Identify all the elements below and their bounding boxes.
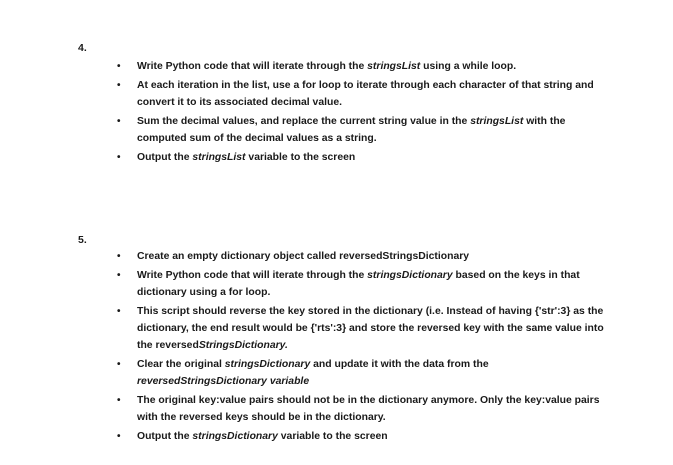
list-item bbox=[0, 356, 673, 390]
text-segment: and update it with the data from the bbox=[310, 359, 489, 370]
bullet-icon: • bbox=[117, 306, 121, 317]
question-5-list bbox=[0, 248, 673, 447]
text-segment: This script should reverse the key stored in the dictionary (i.e. Instead of having {'str':3} as the dictionary, the end result would be {'rts':3} and store the reversed key with the same value into the reversed bbox=[137, 306, 604, 351]
list-item bbox=[0, 428, 673, 445]
text-segment: Sum the decimal values, and replace the current string value in the bbox=[137, 116, 471, 127]
text-segment: Output the bbox=[137, 152, 193, 163]
list-item bbox=[0, 113, 673, 147]
bullet-icon: • bbox=[117, 61, 121, 72]
text-segment: based on the keys in that dictionary using a for loop. bbox=[137, 270, 580, 298]
bullet-icon: • bbox=[117, 270, 121, 281]
list-item bbox=[0, 267, 673, 301]
list-item bbox=[0, 77, 673, 111]
text-segment: stringsDictionary bbox=[224, 359, 311, 370]
bullet-icon: • bbox=[117, 80, 121, 91]
text-segment: reversedStringsDictionary variable bbox=[137, 376, 310, 387]
text-segment: stringsList bbox=[470, 116, 524, 127]
text-segment: Write Python code that will iterate through the bbox=[137, 61, 368, 72]
text-segment: variable to the screen bbox=[277, 431, 388, 442]
list-item bbox=[0, 248, 673, 265]
text-segment: Clear the original bbox=[137, 359, 225, 370]
text-segment: Output the bbox=[137, 431, 193, 442]
text-segment: stringsList bbox=[367, 61, 421, 72]
text-segment: Write Python code that will iterate through the bbox=[137, 270, 368, 281]
bullet-icon: • bbox=[117, 359, 121, 370]
question-number-5: 5. bbox=[78, 234, 87, 246]
text-segment: with the computed sum of the decimal values as a string. bbox=[137, 116, 566, 144]
text-segment: variable to the screen bbox=[245, 152, 356, 163]
list-item bbox=[0, 149, 673, 166]
text-segment: stringsDictionary bbox=[367, 270, 453, 281]
text-segment: stringsList bbox=[192, 152, 246, 163]
bullet-icon: • bbox=[117, 431, 121, 442]
text-segment: At each iteration in the list, use a for loop to iterate through each character of that string and convert it to its associated decimal value. bbox=[137, 80, 594, 108]
text-segment: stringsDictionary bbox=[192, 431, 278, 442]
bullet-icon: • bbox=[117, 251, 121, 262]
question-number-4: 4. bbox=[78, 42, 87, 54]
list-item bbox=[0, 58, 673, 75]
list-item bbox=[0, 392, 673, 426]
bullet-icon: • bbox=[117, 116, 121, 127]
bullet-icon: • bbox=[117, 395, 121, 406]
bullet-icon: • bbox=[117, 152, 121, 163]
text-segment: The original key:value pairs should not be in the dictionary anymore. Only the key:value pairs with the reversed keys should be in the dictionary. bbox=[137, 395, 600, 423]
question-4-list bbox=[0, 58, 673, 168]
text-segment: StringsDictionary. bbox=[198, 340, 288, 351]
list-item bbox=[0, 303, 673, 354]
text-segment: Create an empty dictionary object called reversedStringsDictionary bbox=[137, 251, 470, 262]
text-segment: using a while loop. bbox=[420, 61, 517, 72]
